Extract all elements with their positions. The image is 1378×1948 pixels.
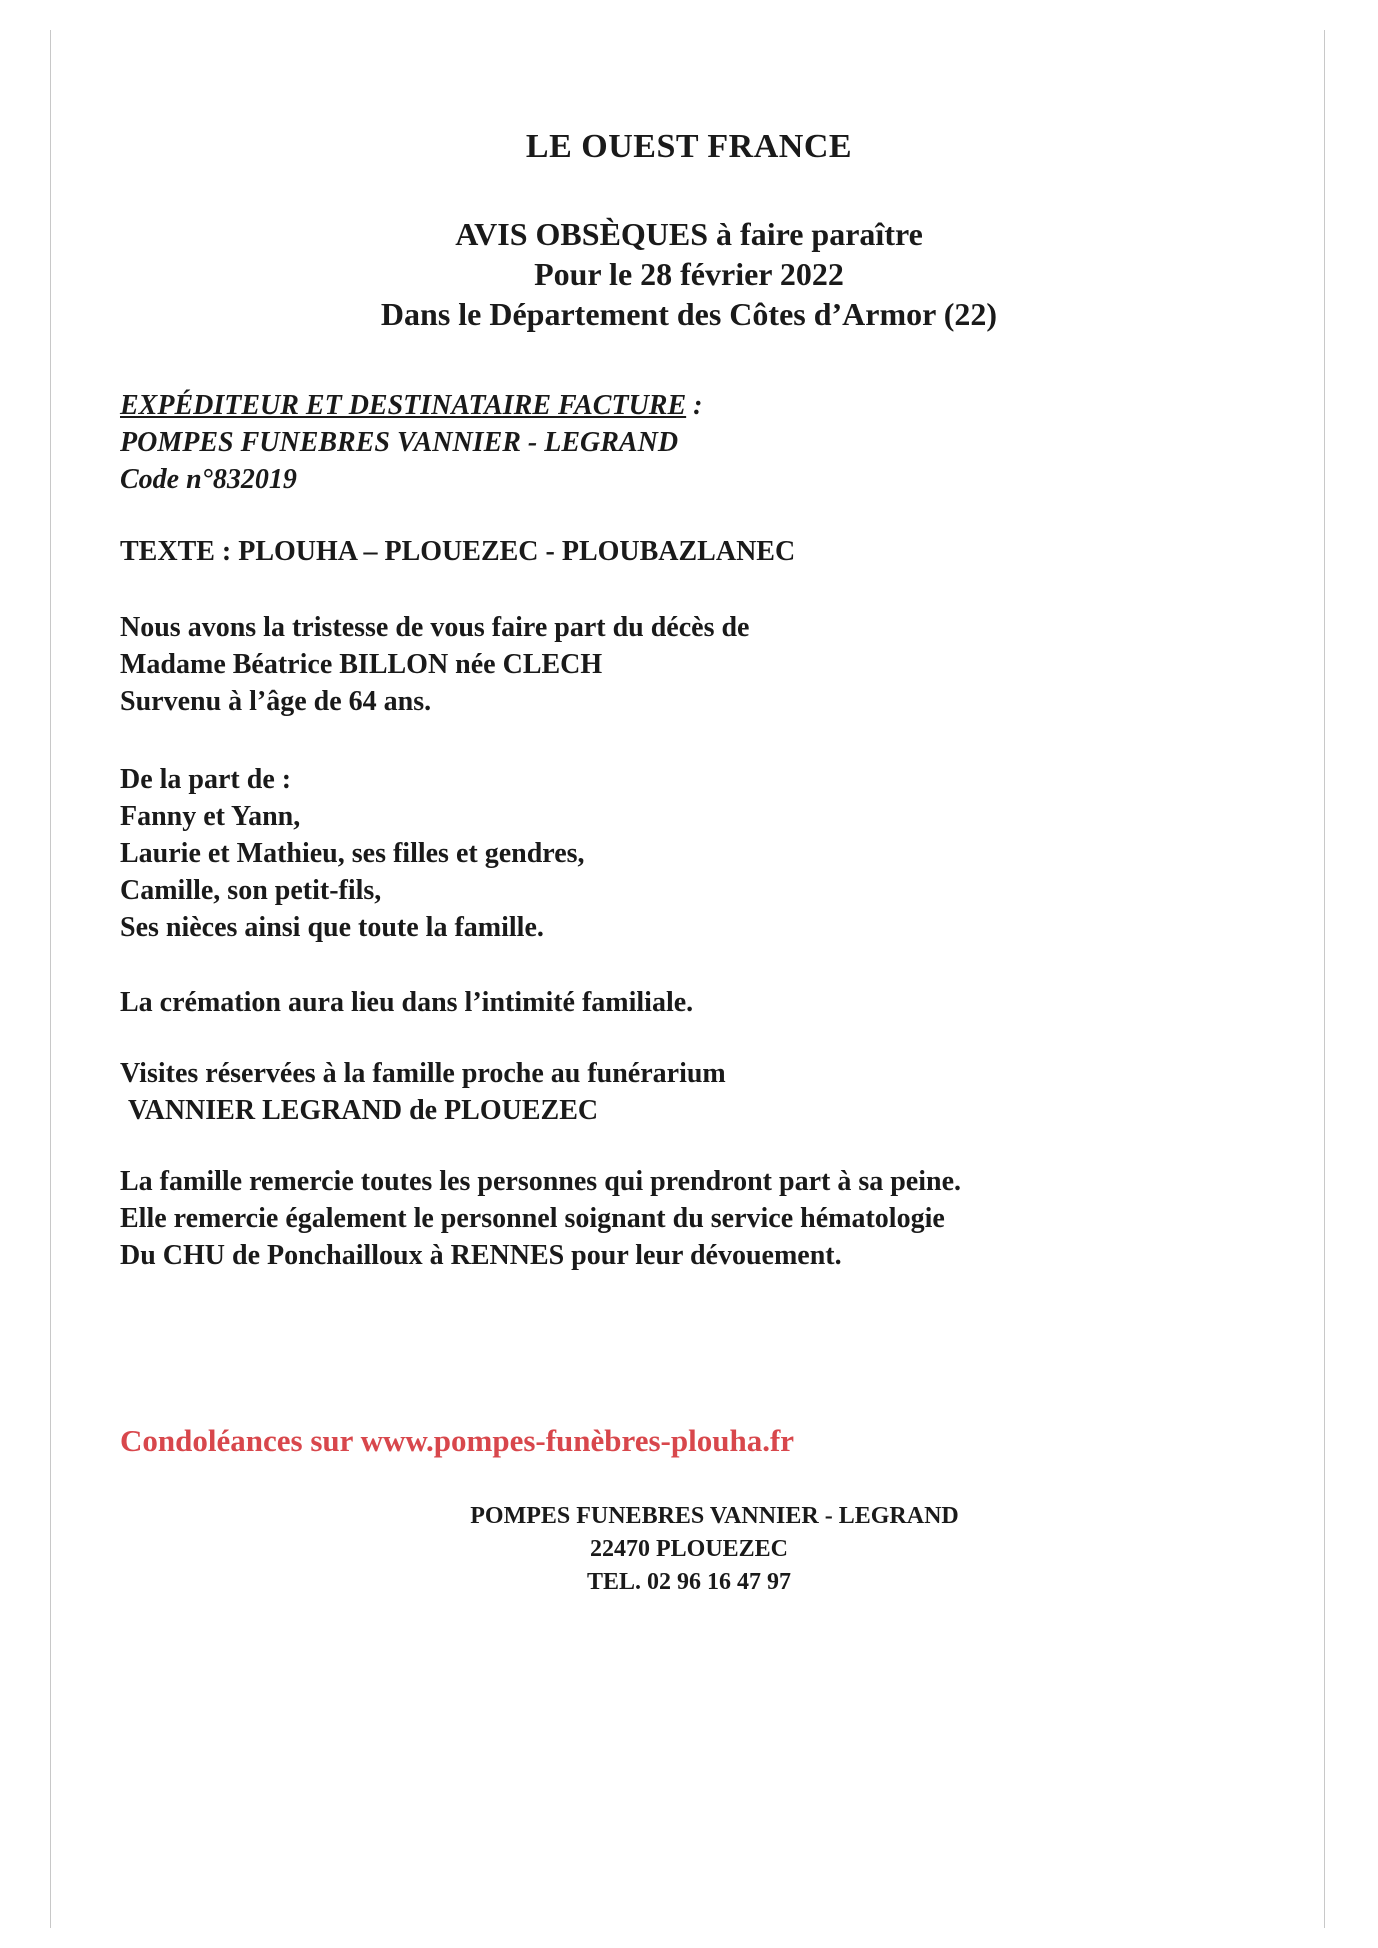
sender-name: POMPES FUNEBRES VANNIER - LEGRAND bbox=[120, 427, 679, 458]
footer-city: 22470 PLOUEZEC bbox=[589, 1536, 789, 1562]
thanks-line: Du CHU de Ponchailloux à RENNES pour leur dévouement. bbox=[120, 1240, 842, 1271]
thanks-block bbox=[120, 1163, 961, 1274]
publication-date: Pour le 28 février 2022 bbox=[534, 256, 844, 292]
condolences-link[interactable]: Condoléances sur www.pompes-funèbres-plouha.fr bbox=[120, 1423, 795, 1458]
cremation-line: La crémation aura lieu dans l’intimité familiale. bbox=[120, 987, 694, 1018]
sender-label-colon: : bbox=[686, 390, 703, 421]
family-line: Laurie et Mathieu, ses filles et gendres, bbox=[120, 838, 585, 869]
announcement-block bbox=[120, 609, 749, 720]
thanks-line: La famille remercie toutes les personnes qui prendront part à sa peine. bbox=[120, 1166, 961, 1197]
texte-line: TEXTE : PLOUHA – PLOUEZEC - PLOUBAZLANEC bbox=[120, 536, 796, 567]
visits-line: Visites réservées à la famille proche au funérarium bbox=[120, 1058, 726, 1089]
family-line: Ses nièces ainsi que toute la famille. bbox=[120, 912, 544, 943]
family-block bbox=[120, 761, 585, 946]
sender-label-line bbox=[120, 387, 702, 424]
thanks-line: Elle remercie également le personnel soignant du service hématologie bbox=[120, 1203, 945, 1234]
notice-heading bbox=[0, 214, 1378, 334]
footer-phone: TEL. 02 96 16 47 97 bbox=[586, 1569, 792, 1595]
announcement-line: Survenu à l’âge de 64 ans. bbox=[120, 686, 432, 717]
family-line: De la part de : bbox=[120, 764, 292, 795]
sender-block bbox=[120, 387, 702, 498]
funeral-home-line: VANNIER LEGRAND de PLOUEZEC bbox=[128, 1095, 599, 1126]
sender-code: Code n°832019 bbox=[120, 464, 297, 495]
footer-block bbox=[0, 1500, 1378, 1599]
family-line: Camille, son petit-fils, bbox=[120, 875, 382, 906]
visits-block bbox=[120, 1055, 726, 1129]
announcement-line: Nous avons la tristesse de vous faire part du décès de bbox=[120, 612, 750, 643]
deceased-name: Madame Béatrice BILLON née CLECH bbox=[120, 649, 603, 680]
family-line: Fanny et Yann, bbox=[120, 801, 301, 832]
sender-label: EXPÉDITEUR ET DESTINATAIRE FACTURE bbox=[120, 390, 687, 421]
department-line: Dans le Département des Côtes d’Armor (22) bbox=[380, 296, 998, 332]
notice-heading-line: AVIS OBSÈQUES à faire paraître bbox=[455, 216, 923, 252]
newspaper-title: LE OUEST FRANCE bbox=[525, 128, 853, 165]
footer-company: POMPES FUNEBRES VANNIER - LEGRAND bbox=[470, 1503, 959, 1529]
